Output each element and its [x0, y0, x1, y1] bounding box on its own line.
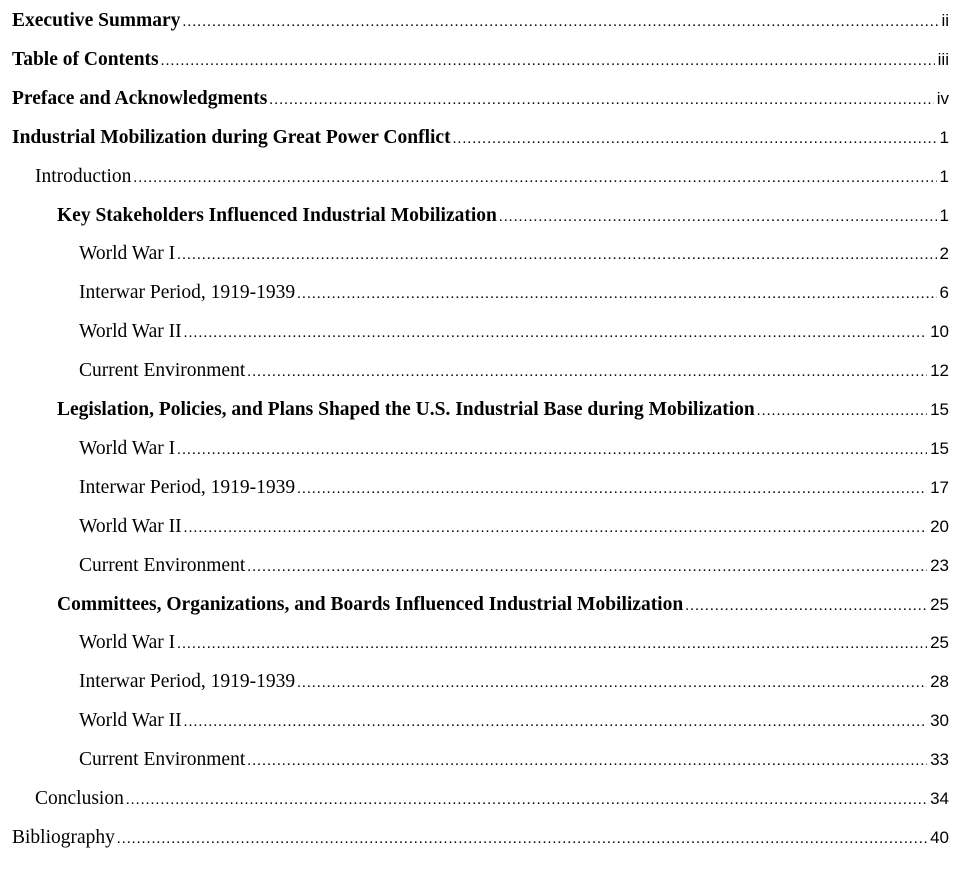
dot-leader [177, 630, 927, 658]
toc-entry[interactable] [35, 163, 949, 191]
toc-entry[interactable] [57, 591, 949, 619]
toc-page-number: 34 [930, 789, 949, 808]
toc-entry-title: Interwar Period, 1919-1939 [79, 476, 296, 498]
dot-leader [133, 164, 936, 192]
toc-entry[interactable] [79, 318, 949, 346]
toc-entry-title: Legislation, Policies, and Plans Shaped the U.S. Industrial Base during Mobilization [57, 399, 755, 420]
dot-leader [161, 47, 935, 75]
toc-entry-title: Executive Summary [12, 10, 181, 31]
toc-entry[interactable] [57, 202, 949, 230]
dot-leader [184, 708, 927, 736]
toc-page-number: 1 [939, 205, 949, 225]
toc-page-number: 1 [939, 166, 949, 186]
toc-page-number: 30 [930, 711, 949, 731]
dot-leader [247, 747, 927, 775]
toc-entry[interactable] [35, 785, 949, 813]
toc-entry-title: Committees, Organizations, and Boards Influenced Industrial Mobilization [57, 593, 684, 615]
toc-page-number: 15 [930, 438, 949, 458]
dot-leader [117, 825, 927, 853]
toc-entry[interactable] [79, 707, 949, 735]
dot-leader [247, 358, 927, 386]
dot-leader [297, 669, 927, 697]
dot-leader [297, 280, 936, 308]
dot-leader [297, 475, 927, 503]
toc-entry[interactable] [79, 279, 949, 307]
toc-page-number: 1 [939, 127, 949, 147]
toc-page-number: 23 [930, 555, 949, 575]
toc-entry-title: World War I [79, 437, 176, 459]
toc-entry[interactable] [12, 46, 949, 74]
dot-leader [757, 397, 927, 425]
toc-entry[interactable] [79, 552, 949, 580]
toc-page-number: 20 [930, 516, 949, 536]
toc-page-number: 40 [930, 827, 949, 847]
toc-entry[interactable] [79, 746, 949, 774]
dot-leader [269, 86, 933, 114]
toc-entry[interactable] [79, 435, 949, 463]
toc-page-number: 25 [930, 594, 949, 614]
toc-page-number: iii [937, 49, 949, 69]
dot-leader [685, 592, 927, 620]
toc-entry[interactable] [79, 357, 949, 385]
toc-entry[interactable] [79, 629, 949, 657]
toc-entry[interactable] [12, 824, 949, 852]
toc-entry[interactable] [57, 396, 949, 424]
toc-page-number: 17 [930, 477, 949, 497]
dot-leader [184, 514, 927, 542]
dot-leader [453, 125, 937, 153]
toc-entry-title: World War II [79, 515, 182, 537]
toc-entry-title: Current Environment [79, 360, 246, 382]
dot-leader [182, 8, 938, 36]
toc-page-number: 25 [930, 633, 949, 653]
toc-page-number: 33 [930, 750, 949, 770]
toc-entry[interactable] [79, 474, 949, 502]
toc-entry[interactable] [12, 7, 949, 35]
dot-leader [177, 241, 936, 269]
toc-entry-title: Introduction [35, 165, 132, 187]
toc-entry-title: Interwar Period, 1919-1939 [79, 671, 296, 693]
toc-entry[interactable] [79, 668, 949, 696]
dot-leader [184, 319, 927, 347]
toc-page-number: 10 [930, 322, 949, 342]
toc-page-number: 15 [930, 400, 949, 419]
dot-leader [177, 436, 927, 464]
toc-entry-title: Interwar Period, 1919-1939 [79, 282, 296, 304]
toc-entry[interactable] [12, 85, 949, 113]
toc-entry-title: World War II [79, 321, 182, 343]
toc-entry-title: Table of Contents [12, 48, 159, 70]
dot-leader [499, 203, 937, 231]
toc-entry-title: Current Environment [79, 554, 246, 576]
toc-entry-title: World War I [79, 632, 176, 654]
toc-entry-title: World War II [79, 710, 182, 732]
toc-page-number: ii [941, 11, 949, 30]
toc-entry[interactable] [79, 240, 949, 268]
toc-page-number: 2 [939, 244, 949, 264]
toc-entry-title: Key Stakeholders Influenced Industrial Mobilization [57, 204, 497, 226]
toc-entry[interactable] [79, 513, 949, 541]
toc-page-number: 12 [930, 361, 949, 381]
toc-entry-title: Bibliography [12, 826, 115, 848]
toc-entry-title: Industrial Mobilization during Great Power Conflict [12, 126, 451, 148]
toc-entry-title: Preface and Acknowledgments [12, 87, 268, 109]
dot-leader [247, 553, 927, 581]
toc-page-number: iv [936, 88, 949, 108]
dot-leader [126, 786, 927, 814]
toc-entry-title: Conclusion [35, 788, 124, 809]
toc-entry-title: Current Environment [79, 749, 246, 771]
toc-page-number: 28 [930, 672, 949, 692]
toc-page-number: 6 [939, 283, 949, 303]
toc-entry-title: World War I [79, 243, 176, 265]
toc-entry[interactable] [12, 124, 949, 152]
